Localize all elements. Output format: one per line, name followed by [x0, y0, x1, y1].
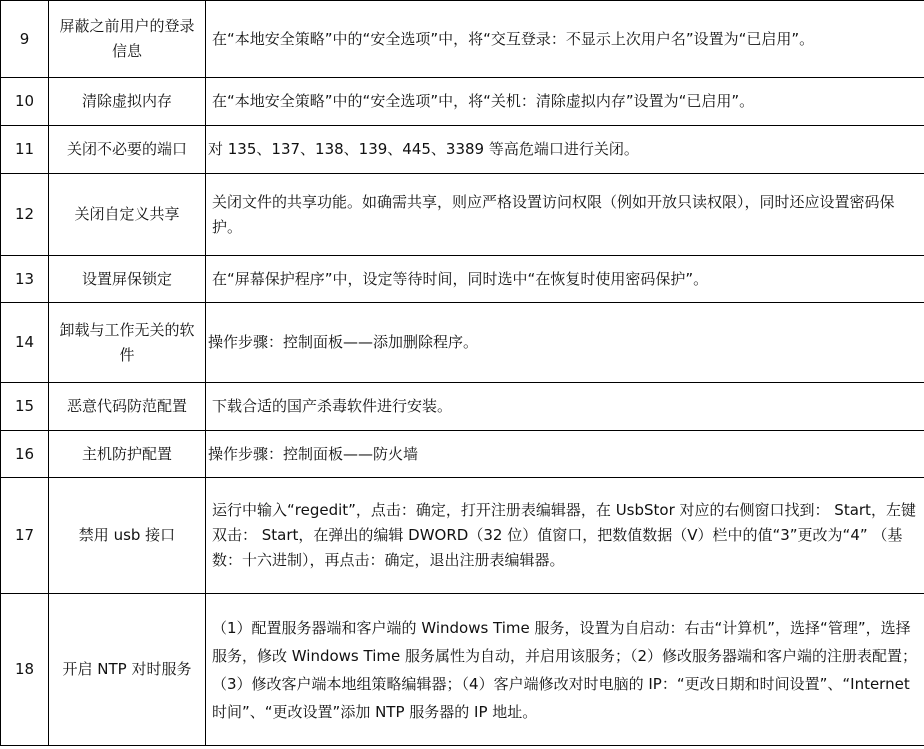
config-description: 操作步骤：控制面板——防火墙 [206, 431, 924, 478]
config-description: 操作步骤：控制面板——添加删除程序。 [206, 303, 924, 383]
config-description: 在“屏幕保护程序”中，设定等待时间，同时选中“在恢复时使用密码保护”。 [206, 256, 924, 303]
config-description: 在“本地安全策略”中的“安全选项”中，将“关机：清除虚拟内存”设置为“已启用”。 [206, 78, 924, 126]
table-row [1, 78, 924, 126]
config-item: 屏蔽之前用户的登录信息 [49, 1, 206, 78]
config-item: 清除虚拟内存 [49, 78, 206, 126]
config-item: 卸载与工作无关的软件 [49, 303, 206, 383]
config-item: 主机防护配置 [49, 431, 206, 478]
row-number: 17 [1, 478, 49, 594]
config-item: 设置屏保锁定 [49, 256, 206, 303]
table-row [1, 478, 924, 594]
config-item: 恶意代码防范配置 [49, 383, 206, 431]
table-row [1, 126, 924, 174]
table-row [1, 1, 924, 78]
row-number: 9 [1, 1, 49, 78]
config-item: 关闭自定义共享 [49, 174, 206, 256]
row-number: 13 [1, 256, 49, 303]
row-number: 15 [1, 383, 49, 431]
config-description: 下载合适的国产杀毒软件进行安装。 [206, 383, 924, 431]
row-number: 11 [1, 126, 49, 174]
row-number: 16 [1, 431, 49, 478]
table-row [1, 383, 924, 431]
config-description: 关闭文件的共享功能。如确需共享，则应严格设置访问权限（例如开放只读权限），同时还应设置密码保护。 [206, 174, 924, 256]
config-description: （1）配置服务器端和客户端的 Windows Time 服务，设置为自启动：右击“计算机”，选择“管理”，选择服务，修改 Windows Time 服务属性为自动，并启用该服务；（2）修改服务器端和客户端的注册表配置；（3）修改客户端本地组策略编辑器；（4）客户端修改对时电脑的 IP：“更改日期和时间设置”、“Internet 时间”、“更改设置”添加 NTP 服务器的 IP 地址。 [206, 594, 924, 746]
row-number: 14 [1, 303, 49, 383]
config-item: 禁用 usb 接口 [49, 478, 206, 594]
config-item: 关闭不必要的端口 [49, 126, 206, 174]
table-row [1, 431, 924, 478]
row-number: 18 [1, 594, 49, 746]
row-number: 12 [1, 174, 49, 256]
config-description: 运行中输入“regedit”，点击：确定，打开注册表编辑器，在 UsbStor 对应的右侧窗口找到： Start，左键双击： Start，在弹出的编辑 DWORD（32 位）值窗口，把数值数据（V）栏中的值“3”更改为“4” （基数：十六进制），再点击：确定，退出注册表编辑器。 [206, 478, 924, 594]
table-row [1, 256, 924, 303]
config-item: 开启 NTP 对时服务 [49, 594, 206, 746]
row-number: 10 [1, 78, 49, 126]
table-row [1, 594, 924, 746]
table-row [1, 174, 924, 256]
config-description: 在“本地安全策略”中的“安全选项”中，将“交互登录：不显示上次用户名”设置为“已启用”。 [206, 1, 924, 78]
config-description: 对 135、137、138、139、445、3389 等高危端口进行关闭。 [206, 126, 924, 174]
table-row [1, 303, 924, 383]
